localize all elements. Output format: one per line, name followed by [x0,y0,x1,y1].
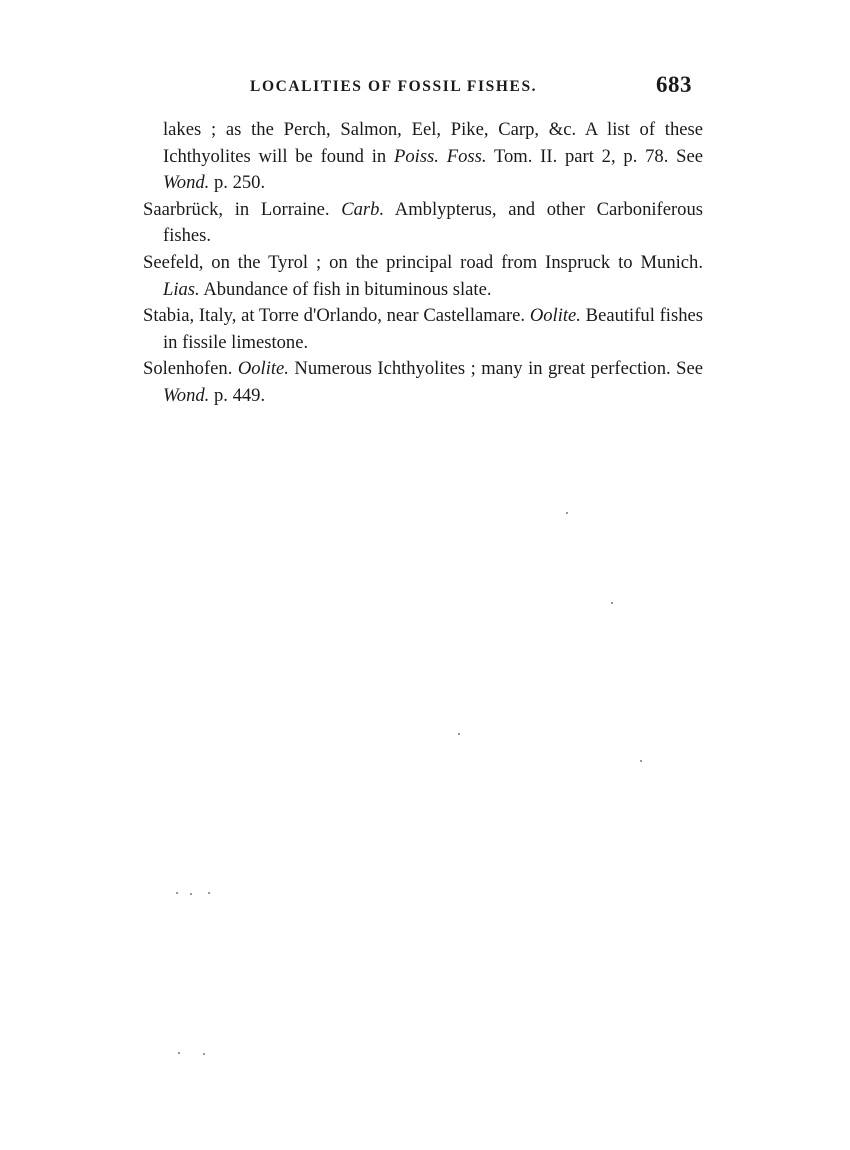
citation-wond: Wond. [163,172,210,194]
entry-text: lakes ; as the Perch, Salmon, Eel, Pike, Carp, &c. A list of these Ichthyolites will be found in [163,119,703,167]
citation-poiss-foss: Poiss. Foss. [394,145,487,167]
print-speck [203,1053,205,1055]
entry-text: Abundance of fish in bituminous slate. [199,278,492,300]
entry-text: p. 250. [209,172,266,194]
entry-text: Amblypterus, and other Carboniferous fishes. [163,198,703,247]
entry-saarbruck [143,197,703,250]
formation-label: Lias. [163,278,200,300]
print-speck [566,512,568,514]
entry-seefeld [143,250,703,303]
citation-wond: Wond. [163,384,210,406]
entry-solenhofen [143,356,703,409]
entry-text: Solenhofen. [143,358,238,380]
print-speck [208,892,210,894]
entry-text: p. 449. [209,384,266,406]
formation-label: Oolite. [529,305,581,327]
entry-text: Saarbrück, in Lorraine. [143,198,342,220]
print-speck [178,1052,180,1054]
entry-text: Seefeld, on the Tyrol ; on the principal road from Inspruck to Munich. [143,251,703,273]
entry-stabia [143,303,703,356]
entry-text: Beautiful fishes in fissile limestone. [163,305,703,353]
print-speck [176,892,178,894]
entry-continuation [143,117,703,197]
print-speck [640,760,642,762]
print-speck [190,893,192,895]
print-speck [611,602,613,604]
running-title: LOCALITIES OF FOSSIL FISHES. [250,78,538,95]
entry-text: Tom. II. part 2, p. 78. See [486,145,703,167]
print-speck [458,733,460,735]
entry-text: Stabia, Italy, at Torre d'Orlando, near Castellamare. [143,305,530,327]
page-number: 683 [656,72,692,97]
entry-text: Numerous Ichthyolites ; many in great perfection. See [288,358,703,380]
body-text [143,117,703,410]
formation-label: Oolite. [237,358,289,380]
running-head [140,74,700,104]
formation-label: Carb. [341,198,385,220]
